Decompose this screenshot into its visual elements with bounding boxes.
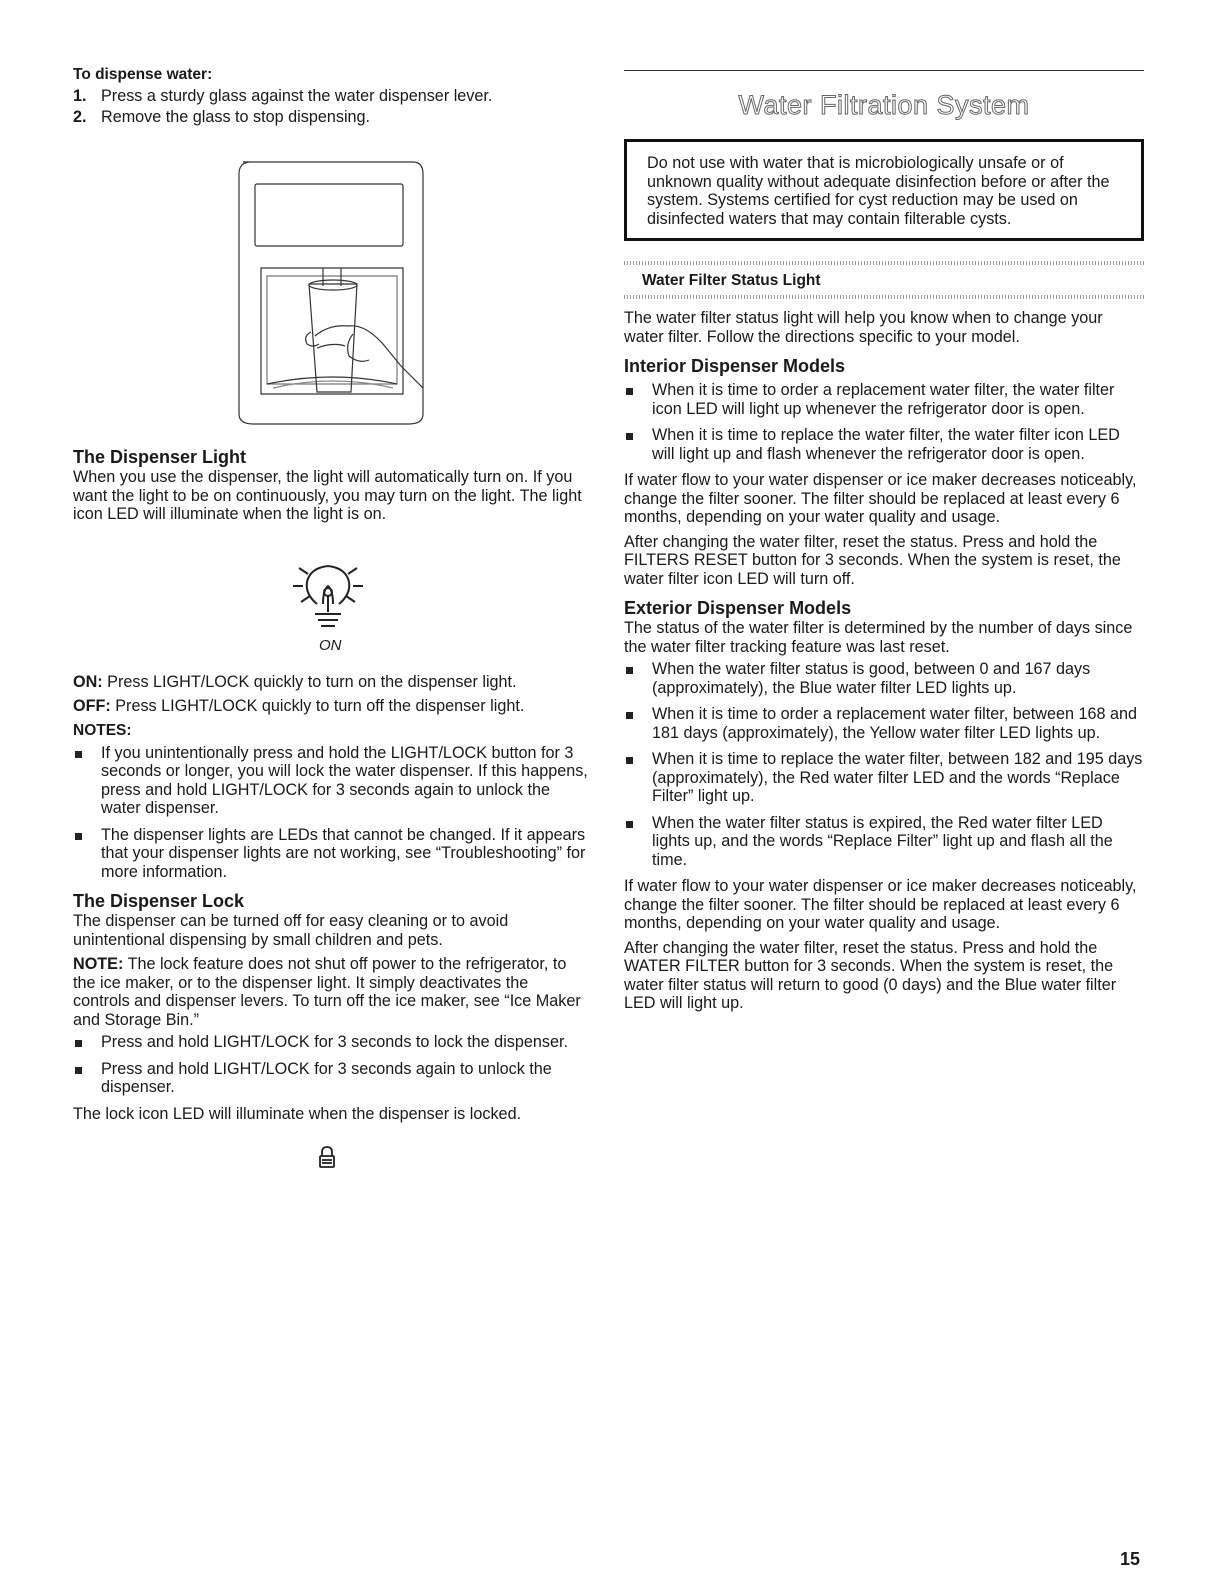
list-item: When the water filter status is expired, the Red water filter LED lights up, and the words “Replace Filter” light up and flash all the time. <box>624 814 1144 870</box>
bullet-icon <box>73 1060 101 1097</box>
lock-icon <box>318 1145 588 1174</box>
list-item: The dispenser lights are LEDs that cannot be changed. If it appears that your dispenser lights are not working, see “Troubleshooting” for more information. <box>73 826 588 882</box>
on-instruction: ON: Press LIGHT/LOCK quickly to turn on the dispenser light. <box>73 672 517 691</box>
dispenser-lock-heading: The Dispenser Lock <box>73 891 245 911</box>
list-item: When it is time to order a replacement water filter, the water filter icon LED will light up whenever the refrigerator door is open. <box>624 381 1144 418</box>
notes-heading: NOTES: <box>73 721 132 739</box>
list-item: When the water filter status is good, between 0 and 167 days (approximately), the Blue water filter LED lights up. <box>624 660 1144 697</box>
bullet-icon <box>73 744 101 818</box>
left-column <box>73 66 588 1174</box>
exterior-para-1: If water flow to your water dispenser or ice maker decreases noticeably, change the filter sooner. The filter should be replaced at least every 6 months, depending on your water quality and usage. <box>624 877 1137 932</box>
lock-footer: The lock icon LED will illuminate when the dispenser is locked. <box>73 1104 522 1123</box>
hatch-divider <box>624 295 1144 299</box>
interior-para-2: After changing the water filter, reset the status. Press and hold the FILTERS RESET button for 3 seconds. When the system is reset, the water filter icon LED will turn off. <box>624 532 1121 588</box>
bullet-icon <box>624 705 652 742</box>
list-item: When it is time to replace the water filter, the water filter icon LED will light up and flash whenever the refrigerator door is open. <box>624 426 1144 463</box>
exterior-models-heading: Exterior Dispenser Models <box>624 598 852 618</box>
interior-para-1: If water flow to your water dispenser or ice maker decreases noticeably, change the filter sooner. The filter should be replaced at least every 6 months, depending on your water quality and usage. <box>624 471 1137 526</box>
list-item: When it is time to order a replacement water filter, between 168 and 181 days (approximately), the Yellow water filter LED lights up. <box>624 705 1144 742</box>
step-item: 1. Press a sturdy glass against the water dispenser lever. <box>73 87 493 105</box>
bullet-icon <box>624 660 652 697</box>
bullet-icon <box>624 426 652 463</box>
dispenser-illustration <box>233 156 588 433</box>
dispenser-lock-body: The dispenser can be turned off for easy cleaning or to avoid unintentional dispensing by small children and pets. <box>73 912 509 949</box>
dispenser-light-body: When you use the dispenser, the light will automatically turn on. If you want the light to be on continuously, you may turn on the light. The light icon LED will illuminate when the light is on. <box>73 468 582 523</box>
bullet-icon <box>73 826 101 882</box>
dispense-water-heading: To dispense water: <box>73 66 213 83</box>
status-light-body: The water filter status light will help you know when to change your water filter. Follow the directions specific to your model. <box>624 309 1103 346</box>
light-caption: ON <box>319 636 342 654</box>
status-light-heading: Water Filter Status Light <box>642 272 821 289</box>
exterior-bullets <box>624 660 1144 869</box>
exterior-intro: The status of the water filter is determined by the number of days since the water filter tracking feature was last reset. <box>624 619 1133 656</box>
lock-note: NOTE: The lock feature does not shut off power to the refrigerator, to the ice maker, or to the dispenser light. It simply deactivates the controls and dispenser levers. To turn off the ice maker, see “Ice Maker and Storage Bin.” <box>73 955 581 1029</box>
bullet-icon <box>624 381 652 418</box>
light-bulb-icon <box>283 554 588 637</box>
exterior-para-2: After changing the water filter, reset the status. Press and hold the WATER FILTER button for 3 seconds. When the system is reset, the water filter status will return to good (0 days) and the Blue water filter LED will light up. <box>624 938 1117 1012</box>
list-item: Press and hold LIGHT/LOCK for 3 seconds to lock the dispenser. <box>73 1033 588 1052</box>
bullet-icon <box>73 1033 101 1052</box>
lock-bullets <box>73 1033 588 1097</box>
page-number: 15 <box>1120 1549 1141 1569</box>
warning-box <box>624 139 1144 241</box>
bullet-icon <box>624 814 652 870</box>
dispense-steps <box>73 86 588 128</box>
list-item: When it is time to replace the water filter, between 182 and 195 days (approximately), the Red water filter LED and the words “Replace Filter” light up. <box>624 750 1144 806</box>
off-instruction: OFF: Press LIGHT/LOCK quickly to turn off the dispenser light. <box>73 697 525 715</box>
warning-text: Do not use with water that is microbiologically unsafe or of unknown quality without adequate disinfection before or after the system. Systems certified for cyst reduction may be used on disinfected waters that may contain filterable cysts. <box>647 154 1110 228</box>
section-divider <box>624 70 1144 71</box>
interior-bullets <box>624 381 1144 463</box>
list-item: Press and hold LIGHT/LOCK for 3 seconds again to unlock the dispenser. <box>73 1060 588 1097</box>
notes-list <box>73 744 588 882</box>
dispenser-light-heading: The Dispenser Light <box>73 447 247 467</box>
step-item: 2. Remove the glass to stop dispensing. <box>73 108 371 126</box>
bullet-icon <box>624 750 652 806</box>
right-column <box>624 70 1144 1013</box>
list-item: If you unintentionally press and hold the LIGHT/LOCK button for 3 seconds or longer, you will lock the water dispenser. If this happens, press and hold LIGHT/LOCK for 3 seconds again to unlock the water dispenser. <box>73 744 588 818</box>
interior-models-heading: Interior Dispenser Models <box>624 356 846 376</box>
water-filtration-title: Water Filtration System <box>738 90 1030 120</box>
